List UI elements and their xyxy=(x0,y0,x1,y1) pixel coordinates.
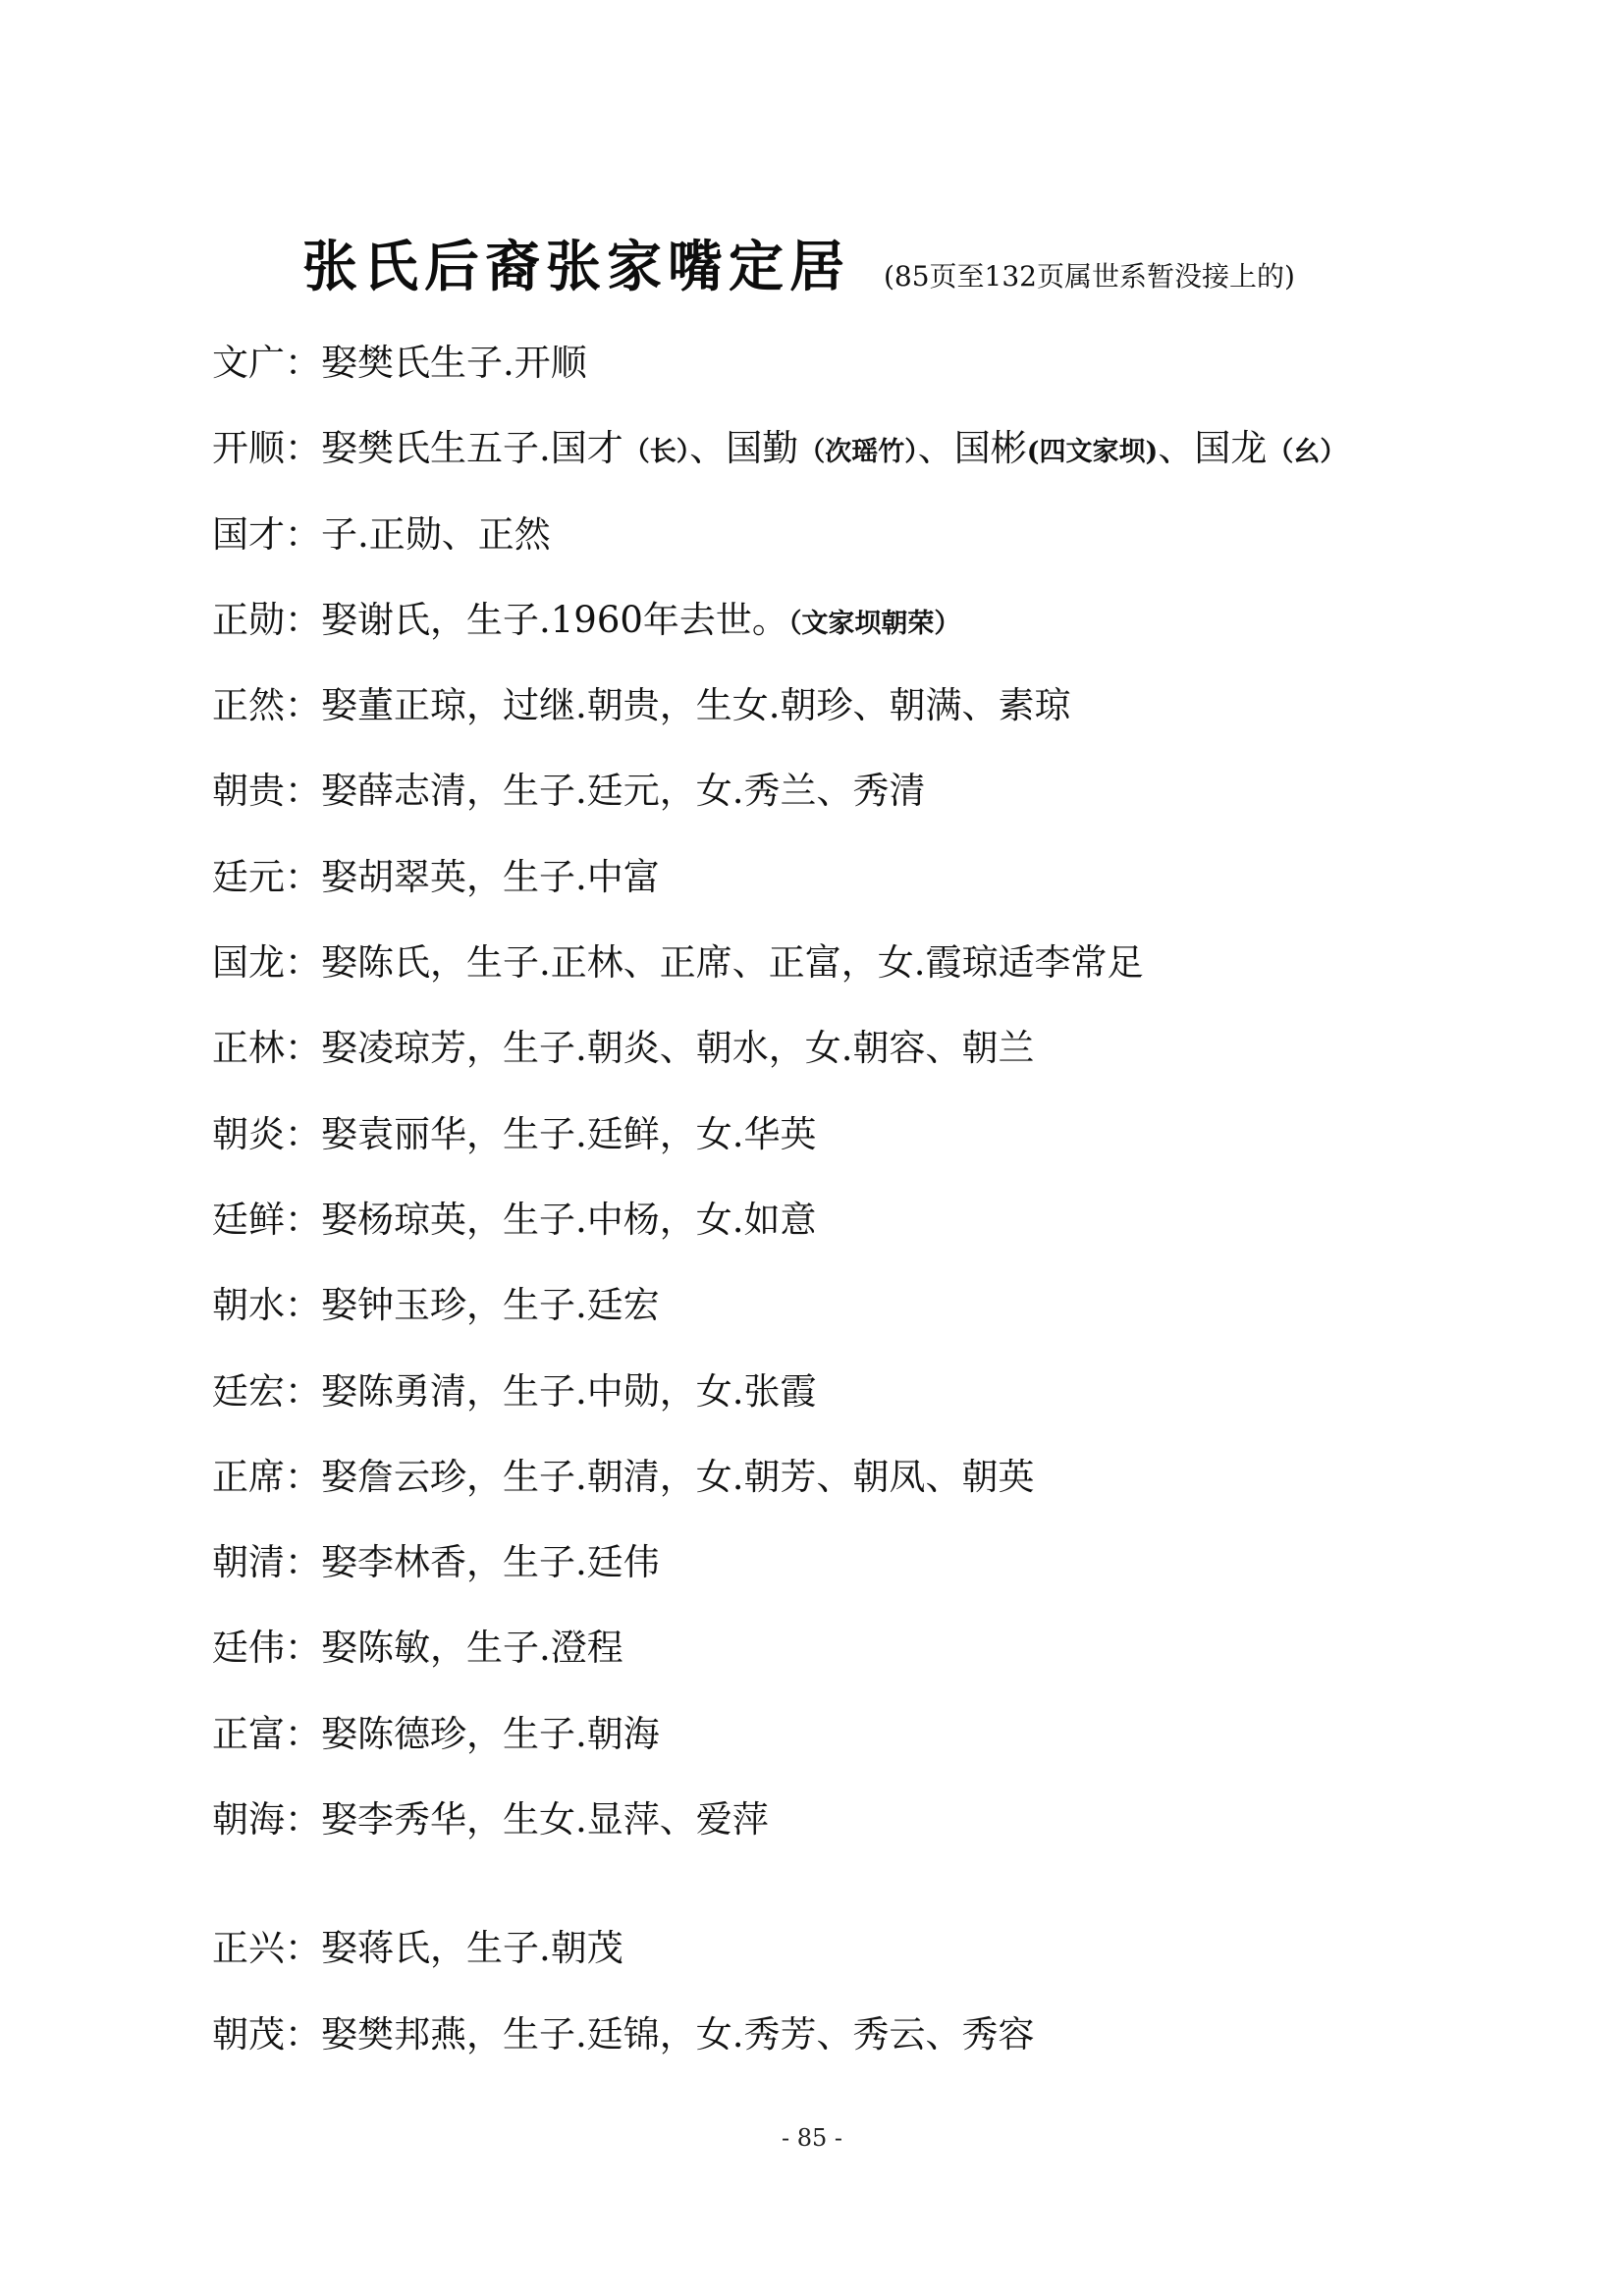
inline-note: (四文家坝) xyxy=(1026,437,1159,468)
person-name: 文广： xyxy=(212,342,321,384)
person-detail: 娶樊氏生子.开顺 xyxy=(321,342,587,384)
list-item xyxy=(212,419,1489,505)
person-detail: 娶李秀华，生女.显萍、爱萍 xyxy=(321,1798,769,1842)
list-item xyxy=(212,1191,1489,1276)
list-item xyxy=(212,1019,1489,1104)
list-item xyxy=(212,1448,1489,1533)
inline-note: （文家坝朝荣） xyxy=(787,608,961,639)
list-item xyxy=(212,848,1489,934)
person-detail: 娶陈敏，生子.澄程 xyxy=(321,1627,623,1670)
title-note: (85页至132页属世系暂没接上的) xyxy=(884,260,1295,293)
list-item xyxy=(212,1705,1489,1790)
person-detail: 娶詹云珍，生子.朝清，女.朝芳、朝凤、朝英 xyxy=(321,1455,1035,1498)
list-item xyxy=(212,762,1489,847)
person-detail: 娶胡翠英，生子.中富 xyxy=(321,855,660,898)
person-name: 正富： xyxy=(212,1712,321,1755)
person-name: 廷元： xyxy=(212,855,321,898)
list-item xyxy=(212,1790,1489,1876)
person-detail: 娶薛志清，生子.廷元，女.秀兰、秀清 xyxy=(321,770,926,813)
list-item xyxy=(212,1362,1489,1448)
person-detail: 、国龙 xyxy=(1158,427,1268,470)
genealogy-list xyxy=(212,334,1489,2091)
list-item xyxy=(212,2005,1489,2091)
person-detail: 娶陈氏，生子.正林、正席、正富，女.霞琼适李常足 xyxy=(321,941,1144,985)
person-name: 朝海： xyxy=(212,1798,321,1842)
list-item xyxy=(212,1619,1489,1704)
person-name: 朝炎： xyxy=(212,1112,321,1155)
person-name: 国才： xyxy=(212,512,321,556)
person-detail: 娶钟玉珍，生子.廷宏 xyxy=(321,1284,660,1327)
person-detail: 、国勤 xyxy=(689,427,799,470)
person-name: 正林： xyxy=(212,1027,321,1070)
inline-note: （长） xyxy=(623,437,690,468)
person-name: 朝水： xyxy=(212,1284,321,1327)
list-item xyxy=(212,506,1489,591)
list-item xyxy=(212,1105,1489,1191)
person-detail: 娶袁丽华，生子.廷鲜，女.华英 xyxy=(321,1112,817,1155)
person-detail: 娶樊邦燕，生子.廷锦，女.秀芳、秀云、秀容 xyxy=(321,2012,1035,2056)
person-detail: 娶樊氏生五子.国才 xyxy=(321,427,623,470)
list-item xyxy=(212,334,1489,419)
person-detail: 娶董正琼，过继.朝贵，生女.朝珍、朝满、素琼 xyxy=(321,684,1071,727)
person-detail: 娶陈勇清，生子.中勋，女.张霞 xyxy=(321,1369,817,1413)
person-name: 朝茂： xyxy=(212,2012,321,2056)
person-name: 国龙： xyxy=(212,941,321,985)
person-detail: 、国彬 xyxy=(917,427,1027,470)
person-name: 正勋： xyxy=(212,598,321,641)
list-item xyxy=(212,1276,1489,1362)
person-detail: 娶谢氏，生子.1960年去世。 xyxy=(321,598,788,641)
inline-note: （幺） xyxy=(1267,437,1347,468)
person-detail: 子.正勋、正然 xyxy=(321,512,551,556)
person-name: 朝贵： xyxy=(212,770,321,813)
list-item xyxy=(212,676,1489,762)
person-detail: 娶李林香，生子.廷伟 xyxy=(321,1541,660,1584)
person-name: 朝清： xyxy=(212,1541,321,1584)
list-item xyxy=(212,934,1489,1019)
person-name: 正然： xyxy=(212,684,321,727)
list-item xyxy=(212,1533,1489,1619)
page-title: 张氏后裔张家嘴定居 xyxy=(302,235,850,299)
person-name: 廷宏： xyxy=(212,1369,321,1413)
list-item xyxy=(212,1919,1489,2004)
title-row xyxy=(302,224,1530,299)
person-detail: 娶陈德珍，生子.朝海 xyxy=(321,1712,660,1755)
person-name: 廷伟： xyxy=(212,1627,321,1670)
page-number: - 85 - xyxy=(781,2124,842,2152)
inline-note: （次瑶竹） xyxy=(798,437,918,468)
person-detail: 娶杨琼英，生子.中杨，女.如意 xyxy=(321,1198,817,1241)
list-item xyxy=(212,591,1489,676)
person-detail: 娶凌琼芳，生子.朝炎、朝水，女.朝容、朝兰 xyxy=(321,1027,1035,1070)
person-name: 廷鲜： xyxy=(212,1198,321,1241)
person-name: 开顺： xyxy=(212,427,321,470)
person-name: 正席： xyxy=(212,1455,321,1498)
person-detail: 娶蒋氏，生子.朝茂 xyxy=(321,1927,623,1970)
person-name: 正兴： xyxy=(212,1927,321,1970)
